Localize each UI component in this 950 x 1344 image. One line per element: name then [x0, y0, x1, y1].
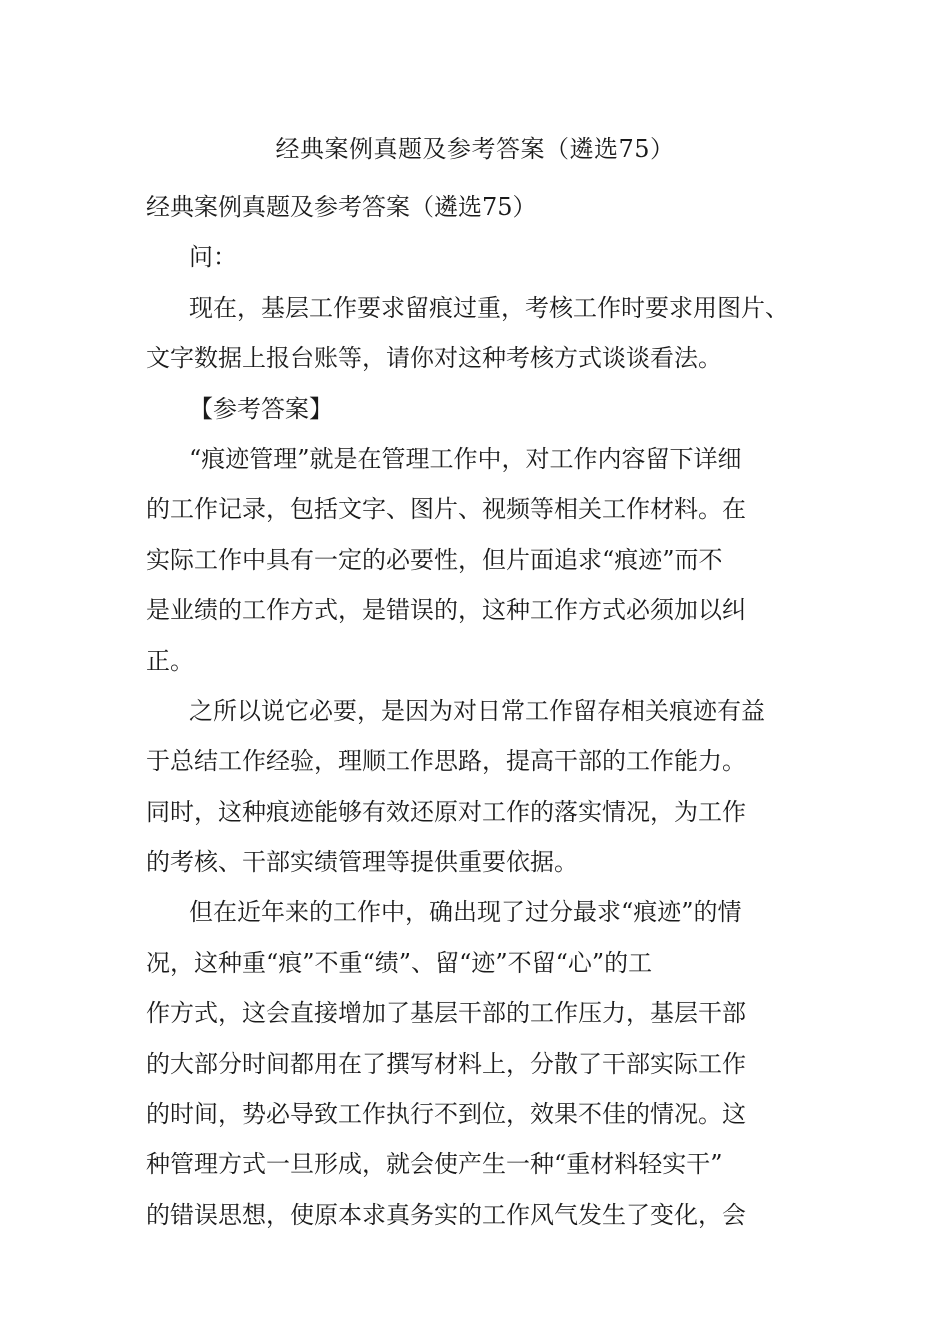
text-line: 的考核、干部实绩管理等提供重要依据。 — [146, 848, 578, 877]
text-line: 于总结工作经验，理顺工作思路，提高干部的工作能力。 — [146, 747, 746, 776]
text-line: 种管理方式一旦形成，就会使产生一种“重材料轻实干” — [146, 1150, 723, 1179]
document-body — [146, 182, 806, 1240]
text-line: 经典案例真题及参考答案（遴选75） — [146, 193, 537, 221]
text-line: 况，这种重“痕”不重“绩”、留“迹”不留“心”的工 — [146, 948, 653, 977]
text-line: “痕迹管理”就是在管理工作中，对工作内容留下详细 — [189, 444, 742, 473]
text-line: 但在近年来的工作中，确出现了过分最求“痕迹”的情 — [189, 898, 742, 927]
text-line: 正。 — [146, 646, 194, 675]
text-line: 现在，基层工作要求留痕过重，考核工作时要求用图片、 — [189, 293, 789, 322]
text-line: 问： — [189, 243, 237, 272]
text-line: 的大部分时间都用在了撰写材料上，分散了干部实际工作 — [146, 1049, 746, 1078]
text-line: 之所以说它必要，是因为对日常工作留存相关痕迹有益 — [189, 696, 765, 725]
text-line: 同时，这种痕迹能够有效还原对工作的落实情况，为工作 — [146, 797, 746, 826]
text-line: 【参考答案】 — [189, 394, 333, 423]
text-line: 的错误思想，使原本求真务实的工作风气发生了变化，会 — [146, 1200, 746, 1229]
text-line: 作方式，这会直接增加了基层干部的工作压力，基层干部 — [146, 999, 746, 1028]
text-line: 文字数据上报台账等，请你对这种考核方式谈谈看法。 — [146, 344, 722, 373]
text-line: 的工作记录，包括文字、图片、视频等相关工作材料。在 — [146, 495, 746, 524]
text-line: 实际工作中具有一定的必要性，但片面追求“痕迹”而不 — [146, 545, 723, 574]
text-line: 的时间，势必导致工作执行不到位，效果不佳的情况。这 — [146, 1100, 746, 1129]
page-title: 经典案例真题及参考答案（遴选75） — [275, 135, 675, 163]
text-line: 是业绩的工作方式，是错误的，这种工作方式必须加以纠 — [146, 596, 746, 625]
